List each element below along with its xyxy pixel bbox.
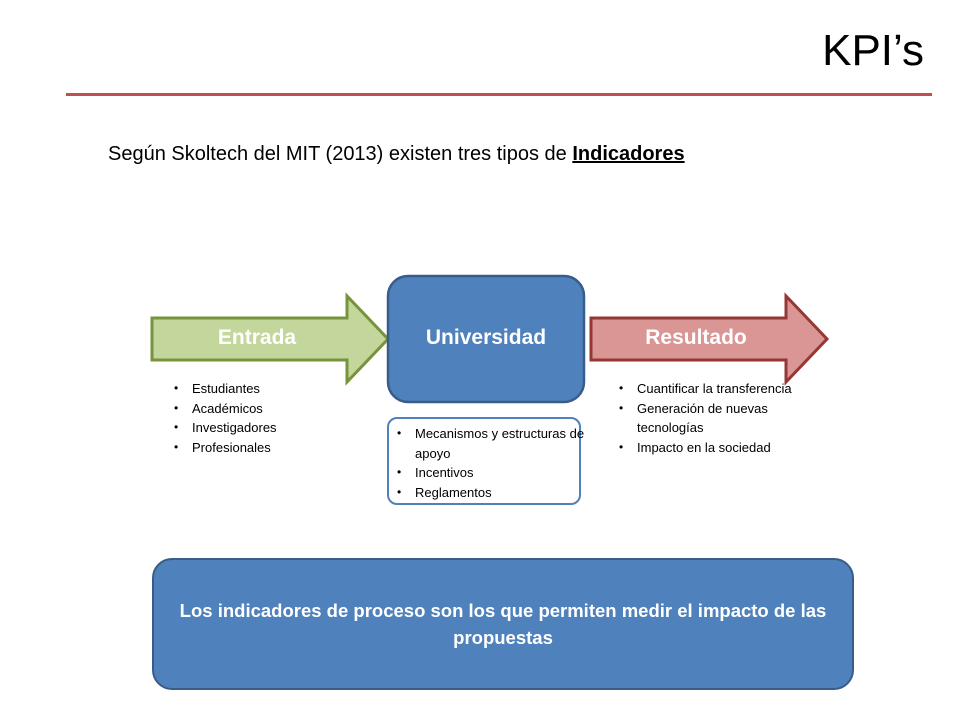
intro-prefix: Según Skoltech del MIT (2013) existen tres tipos de [108, 143, 573, 165]
list-item: • Generación de nuevas tecnologías [637, 399, 822, 438]
universidad-label: Universidad [425, 326, 547, 349]
entrada-label: Entrada [217, 326, 297, 349]
resultado-label: Resultado [645, 326, 747, 349]
conclusion-box [152, 558, 854, 690]
list-item: • Reglamentos [415, 483, 595, 503]
resultado-list [617, 379, 822, 457]
list-item: • Profesionales [192, 438, 362, 458]
list-item: • Estudiantes [192, 379, 362, 399]
universidad-list [395, 424, 595, 502]
slide-title: KPI’s [822, 26, 924, 75]
list-item: • Cuantificar la transferencia [637, 379, 822, 399]
list-item: • Impacto en la sociedad [637, 438, 822, 458]
indicadores-link[interactable]: Indicadores [572, 143, 685, 165]
entrada-list [172, 379, 362, 457]
list-item: • Incentivos [415, 463, 595, 483]
list-item: • Académicos [192, 399, 362, 419]
list-item: • Mecanismos y estructuras de apoyo [415, 424, 595, 463]
list-item: • Investigadores [192, 418, 362, 438]
conclusion-text: Los indicadores de proceso son los que permiten medir el impacto de las propuestas [179, 600, 827, 648]
